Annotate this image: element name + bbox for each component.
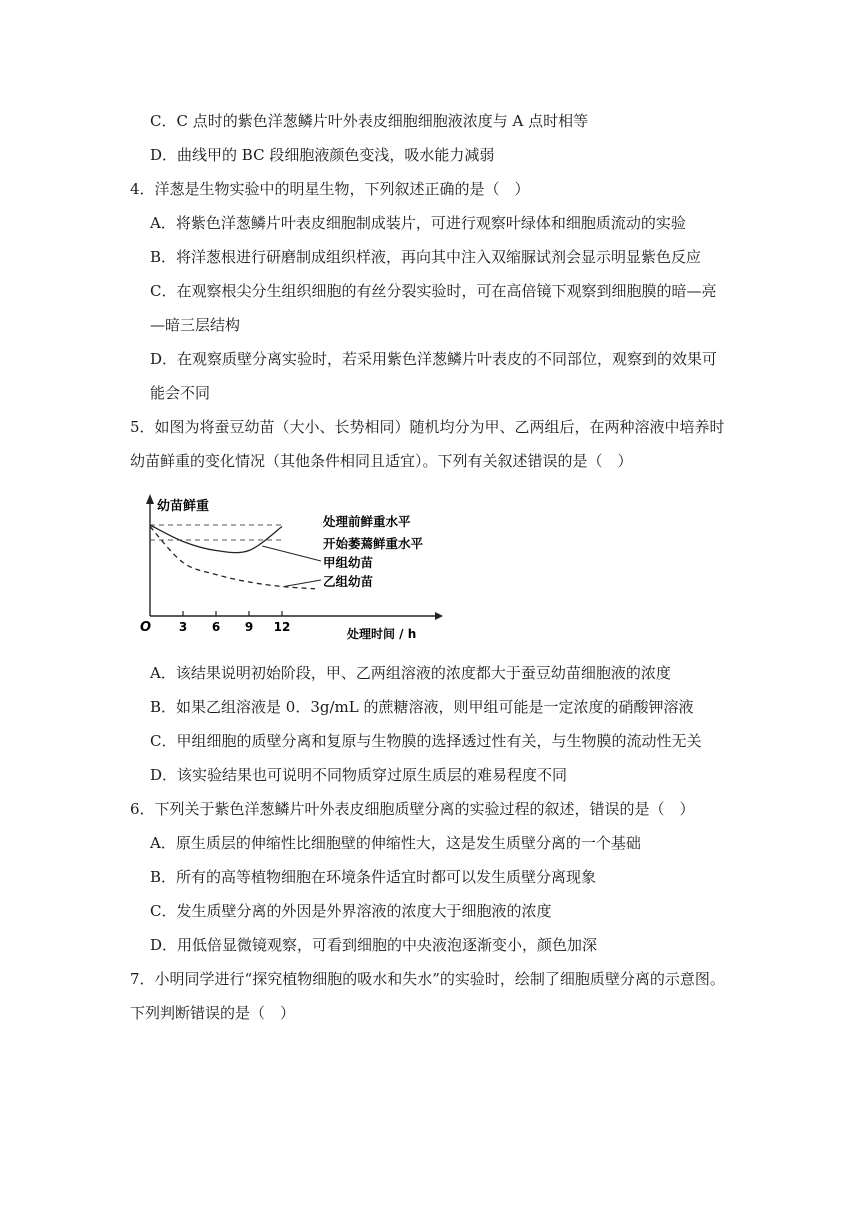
y-axis-label: 幼苗鲜重 [157, 499, 210, 514]
q6-option-c: C．发生质壁分离的外因是外界溶液的浓度大于细胞液的浓度 [150, 902, 552, 920]
leader-line [284, 580, 321, 587]
q3-option-d: D．曲线甲的 BC 段细胞液颜色变浅，吸水能力减弱 [150, 146, 495, 164]
question-5-stem-line2: 幼苗鲜重的变化情况（其他条件相同且适宜）。下列有关叙述错误的是（ ） [130, 452, 633, 470]
series-label: 乙组幼苗 [323, 574, 374, 589]
q6-option-a: A．原生质层的伸缩性比细胞壁的伸缩性大，这是发生质壁分离的一个基础 [150, 834, 641, 852]
x-axis-label: 处理时间 / h [347, 627, 417, 640]
q5-option-a: A．该结果说明初始阶段，甲、乙两组溶液的浓度都大于蚕豆幼苗细胞液的浓度 [150, 664, 671, 682]
q4-option-a: A．将紫色洋葱鳞片叶表皮细胞制成装片，可进行观察叶绿体和细胞质流动的实验 [150, 214, 686, 232]
q4-option-c-line1: C．在观察根尖分生组织细胞的有丝分裂实验时，可在高倍镜下观察到细胞膜的暗—亮 [150, 282, 717, 300]
x-tick-label: 3 [178, 620, 188, 634]
x-axis-arrow [435, 612, 443, 620]
question-7-stem-line2: 下列判断错误的是（ ） [130, 1004, 296, 1022]
q4-option-b: B．将洋葱根进行研磨制成组织样液，再向其中注入双缩脲试剂会显示明显紫色反应 [150, 248, 702, 266]
series-line [150, 525, 282, 553]
q3-option-c: C．C 点时的紫色洋葱鳞片叶外表皮细胞细胞液浓度与 A 点时相等 [150, 112, 589, 130]
y-axis-arrow [146, 494, 154, 504]
question-7-stem-line1: 7．小明同学进行“探究植物细胞的吸水和失水”的实验时，绘制了细胞质壁分离的示意图。 [130, 970, 725, 988]
reference-line-label: 处理前鲜重水平 [323, 514, 411, 529]
question-6-stem: 6．下列关于紫色洋葱鳞片叶外表皮细胞质壁分离的实验过程的叙述，错误的是（ ） [130, 800, 695, 818]
reference-line-label: 开始萎蔫鲜重水平 [323, 536, 424, 551]
x-tick-label: 9 [244, 620, 254, 634]
seedling-weight-chart [135, 488, 465, 640]
q6-option-b: B．所有的高等植物细胞在环境条件适宜时都可以发生质壁分离现象 [150, 868, 597, 886]
x-tick-label: 6 [211, 620, 221, 634]
question-4-stem: 4．洋葱是生物实验中的明星生物，下列叙述正确的是（ ） [130, 180, 530, 198]
q6-option-d: D．用低倍显微镜观察，可看到细胞的中央液泡逐渐变小，颜色加深 [150, 936, 598, 954]
q5-option-b: B．如果乙组溶液是 0．3g/mL 的蔗糖溶液，则甲组可能是一定浓度的硝酸钾溶液 [150, 698, 694, 716]
q4-option-d-line1: D．在观察质壁分离实验时，若采用紫色洋葱鳞片叶表皮的不同部位，观察到的效果可 [150, 350, 718, 368]
q5-option-d: D．该实验结果也可说明不同物质穿过原生质层的难易程度不同 [150, 766, 568, 784]
origin-label: O [140, 620, 152, 635]
q5-option-c: C．甲组细胞的质壁分离和复原与生物膜的选择透过性有关，与生物膜的流动性无关 [150, 732, 702, 750]
q4-option-c-line2: —暗三层结构 [150, 316, 241, 334]
q4-option-d-line2: 能会不同 [150, 384, 211, 402]
x-tick-label: 12 [273, 620, 291, 634]
series-label: 甲组幼苗 [323, 555, 374, 570]
question-5-stem-line1: 5．如图为将蚕豆幼苗（大小、长势相同）随机均分为甲、乙两组后，在两种溶液中培养时 [130, 418, 725, 436]
leader-line [262, 546, 321, 561]
series-line [150, 527, 315, 589]
